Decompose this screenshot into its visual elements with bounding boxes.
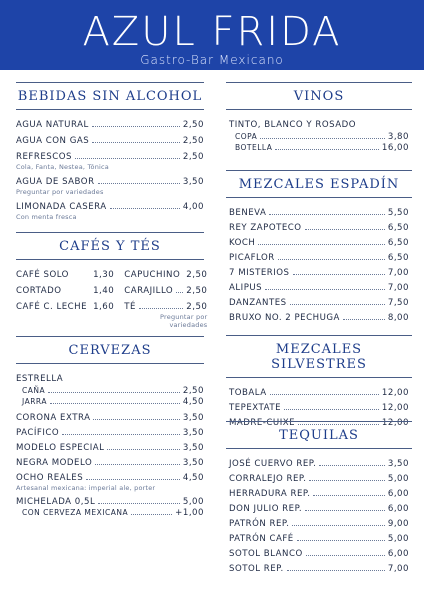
item-price: 3,80: [387, 132, 409, 142]
dot-leader: [305, 510, 385, 511]
item-name: REFRESCOS: [16, 152, 72, 162]
menu-item: [16, 428, 204, 438]
item-name: HERRADURA REP.: [229, 489, 311, 499]
menu-item: [16, 152, 204, 162]
item-name: BENEVA: [229, 208, 267, 218]
menu-item: [229, 268, 409, 278]
item-note: Preguntar por variedades: [160, 313, 208, 329]
item-price: 7,00: [387, 268, 409, 278]
dot-leader: [260, 138, 385, 139]
menu-item: [16, 120, 204, 130]
item-price: 16,00: [381, 143, 409, 153]
item-name: CAFÉ SOLO: [16, 270, 69, 280]
item-name: CORRALEJO REP.: [229, 474, 307, 484]
item-price: 2,50: [186, 270, 208, 280]
menu-item: [229, 534, 409, 544]
section-title-cafes: CAFÉS Y TÉS: [16, 232, 204, 260]
item-price: 3,50: [387, 459, 409, 469]
group-label: [16, 374, 204, 384]
tequilas-list: [226, 459, 412, 574]
dot-leader: [98, 503, 180, 504]
item-price: 3,50: [182, 458, 204, 468]
item-price: 1,30: [93, 270, 115, 280]
section-cafes: [16, 232, 208, 329]
item-name: PATRÓN CAFÉ: [229, 534, 294, 544]
section-title-espadin: MEZCALES ESPADÍN: [226, 170, 412, 198]
item-price: 2,50: [182, 152, 204, 162]
item-name: SOTOL REP.: [229, 564, 284, 574]
item-name: CORTADO: [16, 286, 62, 296]
item-price: 2,50: [182, 386, 204, 396]
menu-item: [16, 136, 204, 146]
item-name: TEPEXTATE: [229, 403, 281, 413]
item-price: 2,50: [186, 286, 208, 296]
menu-item: [229, 474, 409, 484]
item-name: AGUA CON GAS: [16, 136, 90, 146]
menu-item: [229, 519, 409, 529]
item-name: LIMONADA CASERA: [16, 202, 107, 212]
item-price: +1,00: [175, 508, 204, 518]
item-price: 3,50: [182, 413, 204, 423]
dot-leader: [176, 292, 183, 293]
menu-item: [16, 177, 204, 187]
dot-leader: [62, 434, 180, 435]
item-name: BRUXO NO. 2 PECHUGA: [229, 313, 340, 323]
section-silvestres: [226, 335, 412, 428]
menu-item: [229, 504, 409, 514]
item-price: 2,50: [186, 302, 208, 312]
dot-leader: [50, 403, 180, 404]
item-price: 7,50: [387, 298, 409, 308]
item-name: COPA: [235, 132, 258, 141]
brand-tagline: Gastro-Bar Mexicano: [140, 53, 284, 67]
item-name: MADRE-CUIXE: [229, 418, 296, 428]
item-name: CARAJILLO: [124, 286, 174, 296]
dot-leader: [309, 480, 384, 481]
dot-leader: [93, 419, 179, 420]
item-price: 5,00: [182, 497, 204, 507]
item-name: SOTOL BLANCO: [229, 549, 303, 559]
dot-leader: [48, 392, 180, 393]
cafes-grid: [16, 270, 208, 329]
item-name: TOBALA: [229, 388, 267, 398]
dot-leader: [292, 525, 384, 526]
menu-item: [16, 270, 114, 280]
menu-item: [229, 143, 409, 153]
section-cervezas: [16, 336, 204, 518]
menu-item: [229, 223, 409, 233]
item-name: KOCH: [229, 238, 256, 248]
menu-item: [16, 473, 204, 483]
menu-item: [229, 489, 409, 499]
menu-item: [229, 459, 409, 469]
dot-leader: [319, 465, 385, 466]
item-name: PICAFLOR: [229, 253, 275, 263]
menu-item: [229, 283, 409, 293]
menu-item: [16, 302, 114, 312]
vinos-list: [226, 120, 412, 153]
item-name: CAÑA: [22, 386, 46, 395]
menu-item: [16, 386, 204, 396]
cafes-column-right: [124, 270, 207, 329]
item-name: DANZANTES: [229, 298, 287, 308]
item-price: 5,00: [387, 534, 409, 544]
item-price: 5,50: [387, 208, 409, 218]
item-price: 6,00: [387, 504, 409, 514]
item-name: CON CERVEZA MEXICANA: [22, 508, 129, 517]
item-name: CAFÉ C. LECHE: [16, 302, 88, 312]
menu-item: [16, 286, 114, 296]
item-price: 12,00: [381, 403, 409, 413]
dot-leader: [343, 319, 385, 320]
item-name: CORONA EXTRA: [16, 413, 91, 423]
dot-leader: [75, 158, 180, 159]
item-note: Con menta fresca: [16, 213, 77, 221]
dot-leader: [313, 495, 384, 496]
item-note: Preguntar por variedades: [16, 188, 104, 196]
item-price: 6,50: [387, 238, 409, 248]
dot-leader: [107, 449, 179, 450]
menu-item: [16, 397, 204, 407]
dot-leader: [305, 229, 385, 230]
item-price: 2,50: [182, 136, 204, 146]
item-price: 4,50: [182, 473, 204, 483]
item-price: 6,50: [387, 253, 409, 263]
menu-item: [16, 202, 204, 212]
item-price: 6,50: [387, 223, 409, 233]
item-name: JOSÉ CUERVO REP.: [229, 459, 317, 469]
item-name: PATRÓN REP.: [229, 519, 290, 529]
cafes-column-left: [16, 270, 114, 329]
section-vinos: [226, 82, 412, 153]
item-name: TINTO, BLANCO Y ROSADO: [229, 120, 356, 130]
espadin-list: [226, 208, 412, 323]
bebidas-list: [16, 120, 204, 221]
dot-leader: [287, 570, 385, 571]
item-name: JARRA: [22, 397, 47, 406]
item-price: 8,00: [387, 313, 409, 323]
section-title-vinos: VINOS: [226, 82, 412, 110]
item-price: 12,00: [381, 418, 409, 428]
menu-item: [16, 508, 204, 518]
menu-item: [229, 313, 409, 323]
menu-item: [124, 302, 207, 312]
menu-item: [229, 253, 409, 263]
section-bebidas: [16, 82, 204, 221]
menu-item: [229, 238, 409, 248]
menu-item: [16, 458, 204, 468]
menu-item: [229, 564, 409, 574]
dot-leader: [306, 555, 385, 556]
item-price: 3,50: [182, 428, 204, 438]
item-name: ALIPUS: [229, 283, 263, 293]
dot-leader: [269, 214, 384, 215]
item-note: Cola, Fanta, Nestea, Tónica: [16, 163, 109, 171]
item-name: DON JULIO REP.: [229, 504, 303, 514]
section-title-bebidas: BEBIDAS SIN ALCOHOL: [16, 82, 204, 110]
dot-leader: [270, 394, 379, 395]
menu-item: [229, 403, 409, 413]
item-price: 3,50: [182, 443, 204, 453]
dot-leader: [284, 409, 379, 410]
dot-leader: [258, 244, 384, 245]
item-name: AGUA NATURAL: [16, 120, 89, 130]
item-price: 4,00: [182, 202, 204, 212]
dot-leader: [297, 540, 385, 541]
item-price: 5,00: [387, 474, 409, 484]
menu-item: [16, 497, 204, 507]
item-name: NEGRA MODELO: [16, 458, 93, 468]
item-price: 9,00: [387, 519, 409, 529]
item-name: OCHO REALES: [16, 473, 84, 483]
item-price: 7,00: [387, 564, 409, 574]
item-price: 1,60: [93, 302, 115, 312]
item-note: Artesanal mexicana: imperial ale, porter: [16, 484, 156, 492]
dot-leader: [92, 126, 180, 127]
cervezas-list: [16, 374, 204, 518]
menu-item: [229, 132, 409, 142]
dot-leader: [92, 142, 180, 143]
menu-item: [229, 388, 409, 398]
item-name: CAPUCHINO: [124, 270, 181, 280]
item-price: 1,40: [93, 286, 115, 296]
item-name: ESTRELLA: [16, 374, 64, 384]
item-price: 4,50: [182, 397, 204, 407]
item-name: MICHELADA 0,5L: [16, 497, 96, 507]
dot-leader: [110, 208, 180, 209]
item-name: AGUA DE SABOR: [16, 177, 95, 187]
item-price: 6,00: [387, 489, 409, 499]
item-name: TÉ: [124, 302, 136, 312]
item-price: 6,00: [387, 549, 409, 559]
menu-item: [16, 443, 204, 453]
item-price: 2,50: [182, 120, 204, 130]
section-title-tequilas: TEQUILAS: [226, 421, 412, 449]
dot-leader: [278, 259, 385, 260]
item-name: PACÍFICO: [16, 428, 60, 438]
item-name: BOTELLA: [235, 143, 273, 152]
item-name: MODELO ESPECIAL: [16, 443, 105, 453]
menu-item: [229, 549, 409, 559]
dot-leader: [86, 479, 180, 480]
dot-leader: [131, 514, 172, 515]
section-tequilas: [226, 421, 412, 574]
header-banner: [0, 0, 424, 70]
dot-leader: [98, 183, 180, 184]
brand-title: AZUL FRIDA: [82, 9, 342, 55]
section-title-cervezas: CERVEZAS: [16, 336, 204, 364]
menu-item: [229, 298, 409, 308]
item-name: REY ZAPOTECO: [229, 223, 302, 233]
item-price: 7,00: [387, 283, 409, 293]
menu-item: [124, 270, 207, 280]
dot-leader: [290, 304, 385, 305]
dot-leader: [95, 464, 180, 465]
section-espadin: [226, 170, 412, 323]
menu-item: [229, 208, 409, 218]
dot-leader: [275, 149, 378, 150]
dot-leader: [265, 289, 385, 290]
section-title-silvestres: MEZCALES SILVESTRES: [226, 335, 412, 378]
dot-leader: [293, 274, 385, 275]
menu-item: [124, 286, 207, 296]
menu-item: [16, 413, 204, 423]
item-price: 3,50: [182, 177, 204, 187]
item-price: 12,00: [381, 388, 409, 398]
dot-leader: [139, 308, 183, 309]
item-name: 7 MISTERIOS: [229, 268, 290, 278]
group-label: [229, 120, 409, 130]
